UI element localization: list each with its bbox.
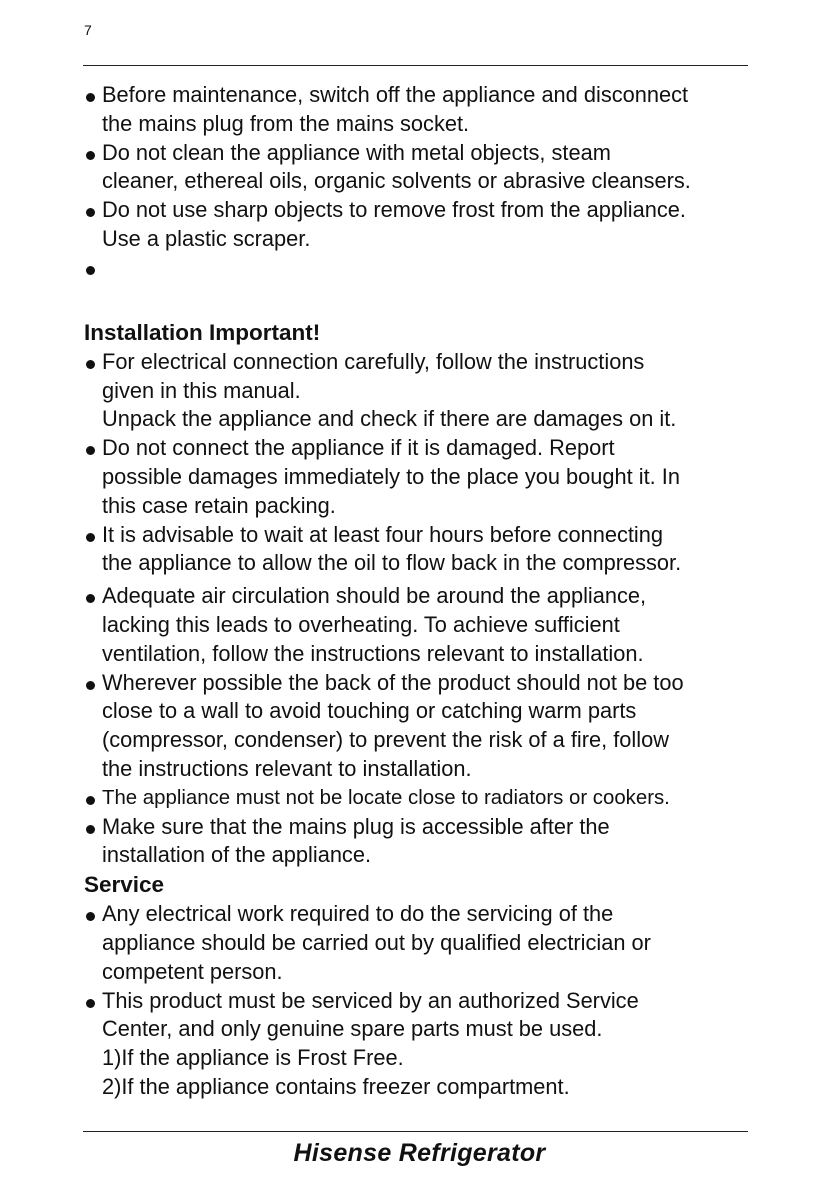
list-item-line: Center, and only genuine spare parts must be used. [102,1016,603,1042]
list-item-line: cleaner, ethereal oils, organic solvents or abrasive cleansers. [102,168,691,194]
list-item-line: lacking this leads to overheating. To achieve sufficient [102,611,620,637]
list-item [84,784,764,813]
list-item [84,669,764,784]
list-item [84,521,764,579]
list-item [84,987,764,1102]
service-list [84,900,764,1102]
list-item-line: Any electrical work required to do the servicing of the [102,901,614,927]
list-item-line: competent person. [102,958,283,984]
installation-list [84,348,764,870]
list-item-line: This product must be serviced by an authorized Service [102,987,639,1013]
list-item [84,139,764,197]
list-item [84,81,764,139]
list-item-line: Make sure that the mains plug is accessible after the [102,813,610,839]
list-item-line: Wherever possible the back of the product should not be too [102,669,684,695]
list-item-line: appliance should be carried out by qualified electrician or [102,929,651,955]
list-item [84,348,764,434]
list-item-line: the mains plug from the mains socket. [102,110,470,136]
list-item [84,582,764,668]
footer-divider [83,1131,748,1132]
list-item-line: 2)If the appliance contains freezer compartment. [102,1073,570,1099]
service-heading: Service [84,872,165,898]
maintenance-list [84,81,764,316]
list-item-line: Unpack the appliance and check if there are damages on it. [102,406,677,432]
list-item-line: Use a plastic scraper. [102,225,311,251]
list-item-line: 1)If the appliance is Frost Free. [102,1045,404,1071]
list-item-line: this case retain packing. [102,492,336,518]
list-item [84,813,764,871]
list-item-line: ventilation, follow the instructions relevant to installation. [102,640,644,666]
list-item-line: Do not clean the appliance with metal objects, steam [102,139,611,165]
list-item-line: Do not use sharp objects to remove frost from the appliance. [102,197,686,223]
list-item [84,900,764,986]
list-item-line: the instructions relevant to installation. [102,755,472,781]
list-item-line: given in this manual. [102,377,301,403]
page-number: 7 [84,22,93,38]
list-item-line: It is advisable to wait at least four hours before connecting [102,521,663,547]
list-item [84,196,764,254]
list-item-line: Adequate air circulation should be around the appliance, [102,583,647,609]
list-item-line: Before maintenance, switch off the appliance and disconnect [102,82,689,107]
list-item-line: close to a wall to avoid touching or catching warm parts [102,698,637,724]
list-item-line: For electrical connection carefully, follow the instructions [102,348,645,374]
list-item-line: (compressor, condenser) to prevent the risk of a fire, follow [102,727,669,753]
list-item-line: installation of the appliance. [102,842,372,868]
page-content [84,81,764,1102]
list-item-line: the appliance to allow the oil to flow back in the compressor. [102,550,682,576]
header-divider [83,65,748,66]
list-item [84,434,764,520]
list-item-line: The appliance must not be locate close to radiators or cookers. [102,786,670,809]
list-item-line: Do not connect the appliance if it is damaged. Report [102,435,615,461]
list-item-line: possible damages immediately to the place you bought it. In [102,463,680,489]
installation-heading: Installation Important! [84,319,321,345]
empty-list-item [84,254,764,316]
footer-brand: Hisense Refrigerator [293,1139,546,1167]
